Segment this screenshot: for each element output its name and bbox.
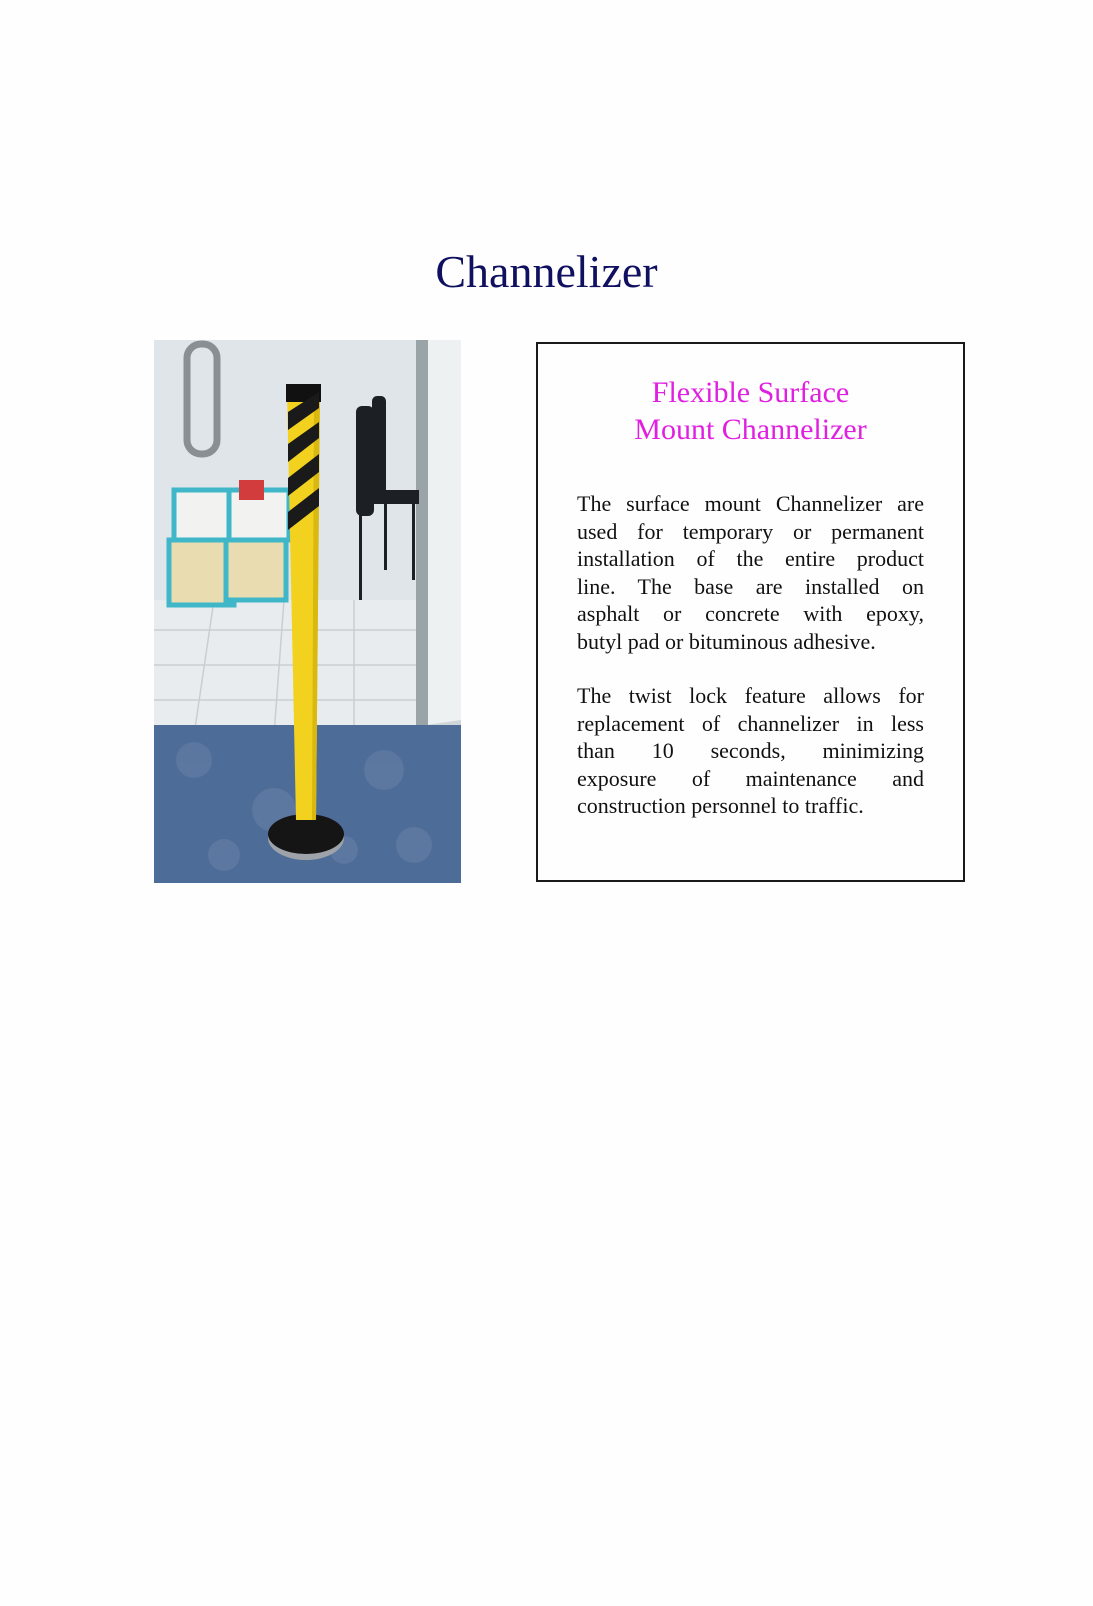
paragraph-line: The surface mount Channelizer are [577,491,924,516]
paragraph-line: replacement of channelizer in less [577,710,924,736]
page-title: Channelizer [435,246,658,297]
paragraph-line: used for temporary or permanent [577,518,924,544]
paragraph-line: butyl pad or bituminous adhesive. [577,628,876,654]
channelizer-photo [154,340,461,883]
channelizer-photo-illustration [154,340,461,883]
paragraph-line: exposure of maintenance and [577,765,924,791]
paragraph-line: line. The base are installed on [577,573,924,599]
paragraph-line: construction personnel to traffic. [577,793,864,818]
paragraph-line: asphalt or concrete with epoxy, [577,601,924,626]
product-heading-line: Flexible Surface [651,376,850,409]
feature-paragraph [577,682,924,820]
paragraph-line: The twist lock feature allows for [577,683,924,708]
paragraph-line: than 10 seconds, minimizing [577,738,924,763]
description-paragraph [577,490,924,655]
description-box [536,342,965,882]
product-heading [538,374,963,448]
paragraph-line: installation of the entire product [577,546,924,571]
product-heading-line: Mount Channelizer [634,413,867,446]
